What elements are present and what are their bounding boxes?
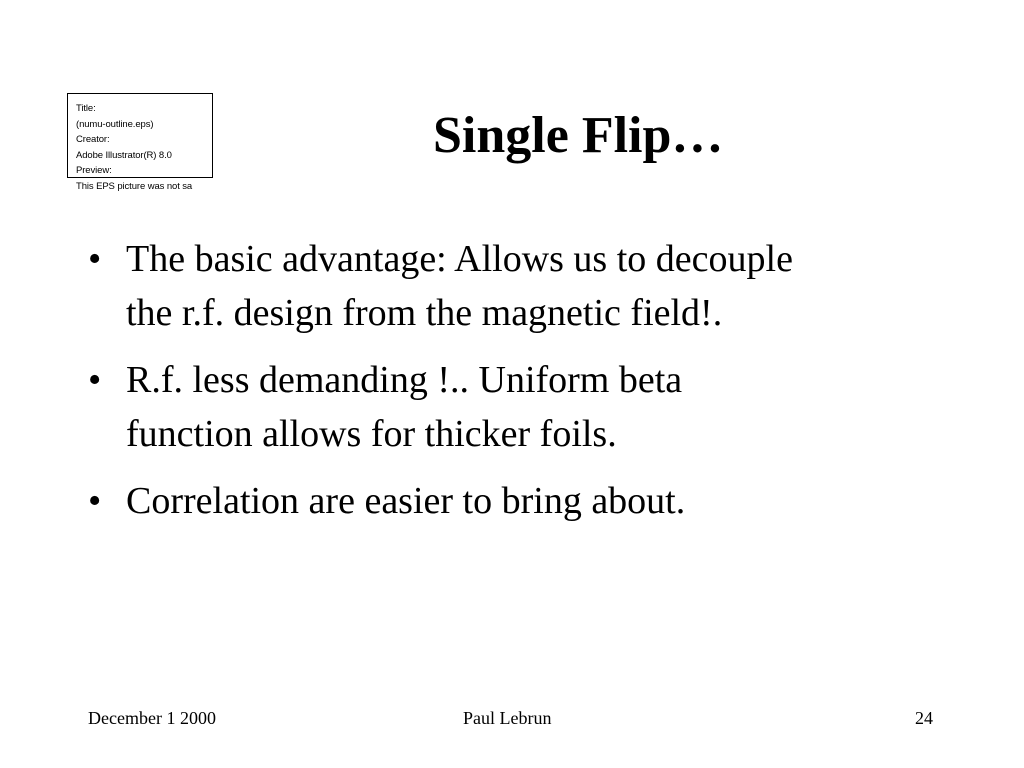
eps-line: Title: [76,103,96,114]
eps-line: Creator: [76,134,110,145]
eps-line: (numu-outline.eps) [76,118,154,130]
eps-line: Preview: [76,165,112,176]
eps-line: This EPS picture was not sa [76,180,193,192]
eps-preview-placeholder [67,93,213,192]
slide-title: Single Flip… [433,107,724,164]
bullet-item [88,353,988,461]
bullet-text-line: Correlation are easier to bring about. [126,480,686,522]
footer-date: December 1 2000 [88,708,216,728]
bullet-marker: • [88,480,102,522]
bullet-text-line: function allows for thicker foils. [126,413,617,455]
bullet-list [88,232,988,541]
bullet-marker: • [88,359,102,401]
bullet-marker: • [88,238,102,280]
bullet-text-line: the r.f. design from the magnetic field!. [126,292,723,334]
bullet-item [88,474,988,528]
footer-page-number: 24 [915,708,933,728]
footer-author: Paul Lebrun [463,708,552,728]
bullet-text-line: R.f. less demanding !.. Uniform beta [126,359,683,401]
bullet-text-line: The basic advantage: Allows us to decouple [126,238,793,280]
bullet-item [88,232,988,340]
eps-line: Adobe Illustrator(R) 8.0 [76,149,172,161]
